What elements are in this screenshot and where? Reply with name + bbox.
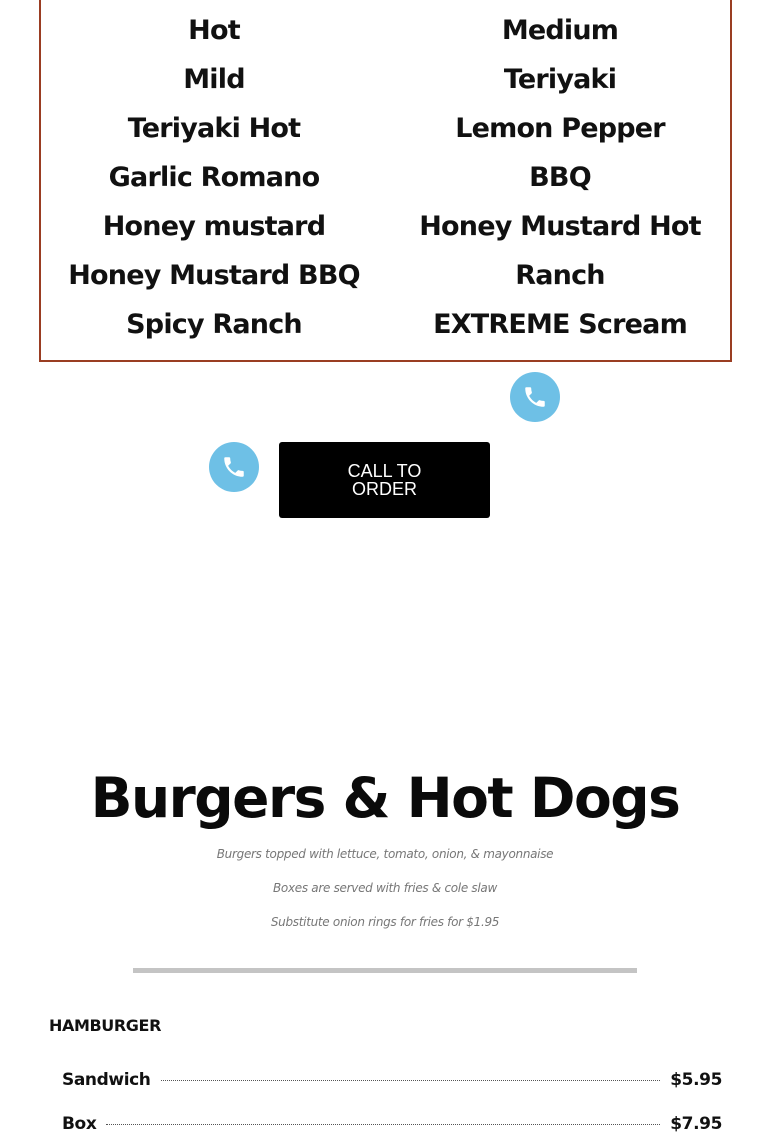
sauce-item: Hot xyxy=(188,15,240,46)
menu-category-title: HAMBURGER xyxy=(49,1016,161,1035)
phone-icon-glyph xyxy=(522,384,548,410)
call-to-order-button[interactable] xyxy=(279,442,490,518)
sauce-list-box xyxy=(39,0,732,362)
section-note: Boxes are served with fries & cole slaw xyxy=(272,881,497,895)
phone-icon[interactable] xyxy=(209,442,259,492)
phone-icon[interactable] xyxy=(510,372,560,422)
sauce-item: Honey mustard xyxy=(102,211,326,242)
section-note: Substitute onion rings for fries for $1.95 xyxy=(270,915,500,929)
sauce-item: BBQ xyxy=(529,162,591,193)
sauce-item: Spicy Ranch xyxy=(126,309,302,340)
sauce-item: Ranch xyxy=(515,260,605,291)
sauce-item: Mild xyxy=(183,64,245,95)
sauce-item: Medium xyxy=(501,15,619,46)
menu-item-price: $5.95 xyxy=(670,1070,722,1090)
sauce-item: Teriyaki xyxy=(503,64,617,95)
dotted-leader xyxy=(161,1080,661,1081)
section-divider xyxy=(133,968,637,973)
menu-item-name: Box xyxy=(62,1114,97,1134)
sauce-item: Lemon Pepper xyxy=(455,113,665,144)
dotted-leader xyxy=(106,1124,660,1125)
menu-item-row xyxy=(62,1112,722,1136)
menu-item-row xyxy=(62,1068,722,1092)
sauce-item: Honey Mustard Hot xyxy=(419,211,701,242)
sauce-item: Honey Mustard BBQ xyxy=(68,260,360,291)
call-to-order-label: CALL TO ORDER xyxy=(347,461,422,499)
section-note: Burgers topped with lettuce, tomato, onion, & mayonnaise xyxy=(216,847,554,861)
section-title: Burgers & Hot Dogs xyxy=(90,766,680,830)
sauce-item: EXTREME Scream xyxy=(433,309,687,340)
phone-icon-glyph xyxy=(221,454,247,480)
sauce-item: Garlic Romano xyxy=(108,162,320,193)
sauce-item: Teriyaki Hot xyxy=(127,113,301,144)
menu-item-name: Sandwich xyxy=(62,1070,151,1090)
menu-item-price: $7.95 xyxy=(670,1114,722,1134)
